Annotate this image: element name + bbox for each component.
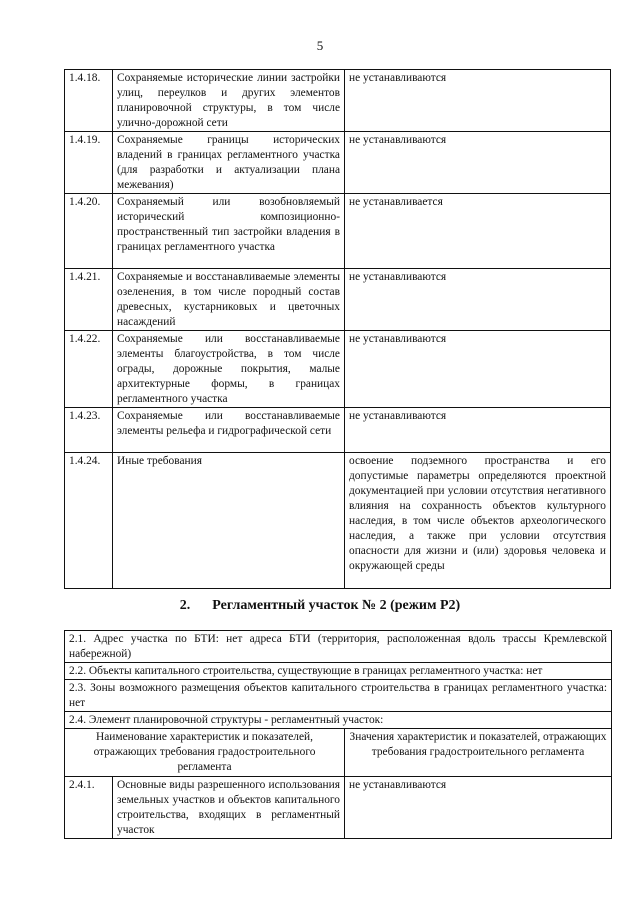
- info-row: [65, 663, 612, 680]
- row-characteristic: Сохраняемые исторические линии застройки улиц, переулков и других элементов планировочной структуры, в том числе улично-дорожной сети: [113, 70, 345, 132]
- row-value: не устанавливаются: [345, 269, 611, 331]
- row-value: не устанавливаются: [345, 70, 611, 132]
- row-number: 1.4.21.: [65, 269, 113, 331]
- plot-table: [64, 630, 612, 839]
- row-characteristic: Сохраняемые границы исторических владений в границах регламентного участка (для разработки и актуализации плана межевания): [113, 132, 345, 194]
- row-number: 1.4.20.: [65, 194, 113, 269]
- table-row: [65, 269, 611, 331]
- info-row: [65, 712, 612, 729]
- section-title: Регламентный участок № 2 (режим Р2): [212, 598, 461, 613]
- table-row: [65, 453, 611, 589]
- row-characteristic: Сохраняемый или возобновляемый исторический композиционно-пространственный тип застройки владения в границах регламентного участка: [113, 194, 345, 269]
- row-number: 1.4.22.: [65, 331, 113, 408]
- info-row: [65, 631, 612, 663]
- table-row: [65, 408, 611, 453]
- info-row: [65, 680, 612, 712]
- header-values: Значения характеристик и показателей, отражающих требования градостроительного регламента: [345, 729, 612, 777]
- row-value: не устанавливаются: [345, 132, 611, 194]
- row-value: не устанавливаются: [345, 777, 612, 839]
- existing-objects-info: 2.2. Объекты капитального строительства, существующие в границах регламентного участка: нет: [65, 663, 612, 680]
- header-row: [65, 729, 612, 777]
- header-characteristics: Наименование характеристик и показателей, отражающих требования градостроительного регламента: [65, 729, 345, 777]
- row-value: не устанавливаются: [345, 331, 611, 408]
- row-number: 1.4.18.: [65, 70, 113, 132]
- row-value: не устанавливается: [345, 194, 611, 269]
- address-info: 2.1. Адрес участка по БТИ: нет адреса БТИ (территория, расположенная вдоль трассы Кремлевской набережной): [65, 631, 612, 663]
- table-row: [65, 132, 611, 194]
- row-characteristic: Сохраняемые и восстанавливаемые элементы озеленения, в том числе породный состав древесных, кустарниковых и цветочных насаждений: [113, 269, 345, 331]
- row-characteristic: Сохраняемые или восстанавливаемые элементы рельефа и гидрографической сети: [113, 408, 345, 453]
- row-number: 2.4.1.: [65, 777, 113, 839]
- row-number: 1.4.23.: [65, 408, 113, 453]
- table-row: [65, 194, 611, 269]
- placement-zones-info: 2.3. Зоны возможного размещения объектов капитального строительства в границах регламентного участка: нет: [65, 680, 612, 712]
- row-characteristic: Основные виды разрешенного использования земельных участков и объектов капитального строительства, входящих в регламентный участок: [113, 777, 345, 839]
- row-characteristic: Сохраняемые или восстанавливаемые элементы благоустройства, в том числе ограды, дорожные покрытия, малые архитектурные формы, в границах регламентного участка: [113, 331, 345, 408]
- table-row: [65, 331, 611, 408]
- section-heading: [0, 598, 640, 614]
- page-number: 5: [316, 38, 324, 53]
- row-characteristic: Иные требования: [113, 453, 345, 589]
- section-number: 2.: [179, 598, 191, 613]
- requirements-table: [64, 69, 611, 589]
- table-row: [65, 777, 612, 839]
- row-value: освоение подземного пространства и его допустимые параметры определяются проектной документацией при условии отсутствия негативного влияния на сохранность объектов культурного наследия, в том числе объектов археологического наследия, а также при условии отсутствия опасности для жизни и (или) здоровья человека и окружающей среды: [345, 453, 611, 589]
- row-value: не устанавливаются: [345, 408, 611, 453]
- table-row: [65, 70, 611, 132]
- row-number: 1.4.24.: [65, 453, 113, 589]
- planning-element-info: 2.4. Элемент планировочной структуры - регламентный участок:: [65, 712, 612, 729]
- row-number: 1.4.19.: [65, 132, 113, 194]
